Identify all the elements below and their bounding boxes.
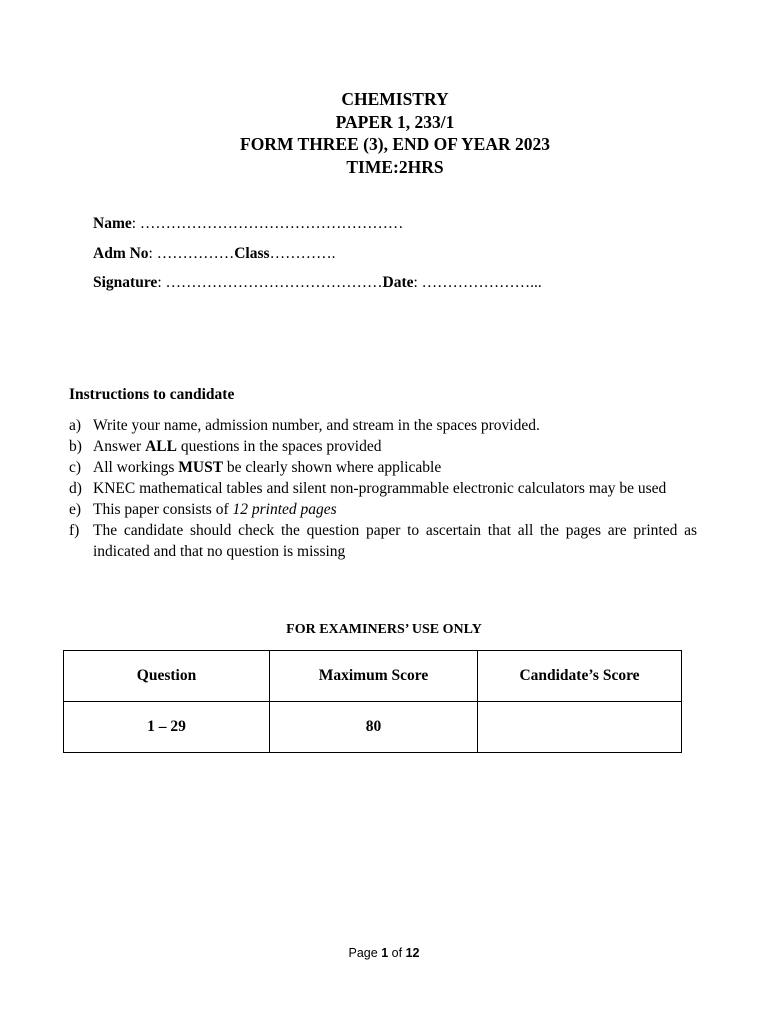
instruction-item-e — [69, 499, 697, 520]
instruction-item-c — [69, 457, 697, 478]
header-candidate-score: Candidate’s Score — [478, 651, 682, 702]
paper-code: PAPER 1, 233/1 — [335, 111, 455, 132]
instruction-letter: b) — [69, 438, 82, 455]
subject-title: CHEMISTRY — [341, 89, 449, 109]
name-label: Name — [93, 215, 132, 232]
instruction-text: The candidate should check the question paper to ascertain that all the pages are printed as indicated and that no question is missing — [93, 522, 697, 560]
candidate-details — [93, 209, 542, 298]
instruction-item-d — [69, 478, 697, 499]
instruction-text-post: questions in the spaces provided — [176, 438, 382, 455]
header-question: Question — [64, 651, 270, 702]
instruction-text-pre: Answer — [93, 438, 146, 455]
exam-time: TIME:2HRS — [346, 156, 444, 177]
instruction-letter: c) — [69, 459, 82, 476]
instruction-letter: e) — [69, 501, 82, 518]
instruction-emphasis: ALL — [145, 438, 177, 455]
signature-label: Signature — [93, 274, 158, 291]
adm-blank: : …………… — [148, 244, 235, 262]
instruction-item-a — [69, 415, 697, 436]
page-total: 12 — [405, 946, 420, 960]
instructions-title: Instructions to candidate — [69, 386, 235, 403]
instruction-text: Write your name, admission number, and stream in the spaces provided. — [93, 417, 540, 434]
instruction-letter: f) — [69, 522, 80, 539]
name-row — [93, 209, 542, 239]
examiners-heading: FOR EXAMINERS’ USE ONLY — [286, 622, 482, 637]
form-year: FORM THREE (3), END OF YEAR 2023 — [240, 134, 550, 154]
page-number: 1 — [381, 946, 389, 960]
instruction-text-post: be clearly shown where applicable — [223, 459, 442, 476]
adm-class-row — [93, 239, 542, 269]
class-blank: …………. — [269, 244, 336, 262]
of-word: of — [391, 946, 403, 960]
cell-candidate-score[interactable] — [478, 702, 682, 753]
class-label: Class — [234, 244, 270, 262]
instruction-text: KNEC mathematical tables and silent non-programmable electronic calculators may be used — [93, 480, 667, 497]
instruction-letter: d) — [69, 480, 82, 497]
instruction-letter: a) — [69, 417, 82, 434]
adm-label: Adm No — [93, 244, 149, 262]
instruction-text-pre: All workings — [93, 459, 179, 476]
instruction-item-b — [69, 436, 697, 457]
cell-question-range: 1 – 29 — [64, 702, 270, 753]
instruction-item-f — [69, 520, 697, 562]
page-footer — [0, 946, 768, 960]
cell-maximum-score: 80 — [270, 702, 478, 753]
instruction-italic: 12 printed pages — [232, 501, 337, 518]
exam-header — [0, 88, 768, 178]
date-blank: : …………………... — [413, 274, 542, 291]
page-word: Page — [348, 946, 378, 960]
signature-blank: : …………………………………… — [157, 274, 383, 291]
table-header-row — [64, 651, 682, 702]
instruction-text-pre: This paper consists of — [93, 501, 233, 518]
name-blank: : …………………………………………… — [131, 215, 404, 232]
header-maximum-score: Maximum Score — [270, 651, 478, 702]
signature-date-row — [93, 268, 542, 298]
instructions-list — [69, 415, 697, 562]
instruction-emphasis: MUST — [178, 459, 224, 476]
date-label: Date — [382, 274, 414, 291]
table-row — [64, 702, 682, 753]
instructions-section — [69, 385, 697, 562]
examiners-score-table — [63, 650, 682, 753]
